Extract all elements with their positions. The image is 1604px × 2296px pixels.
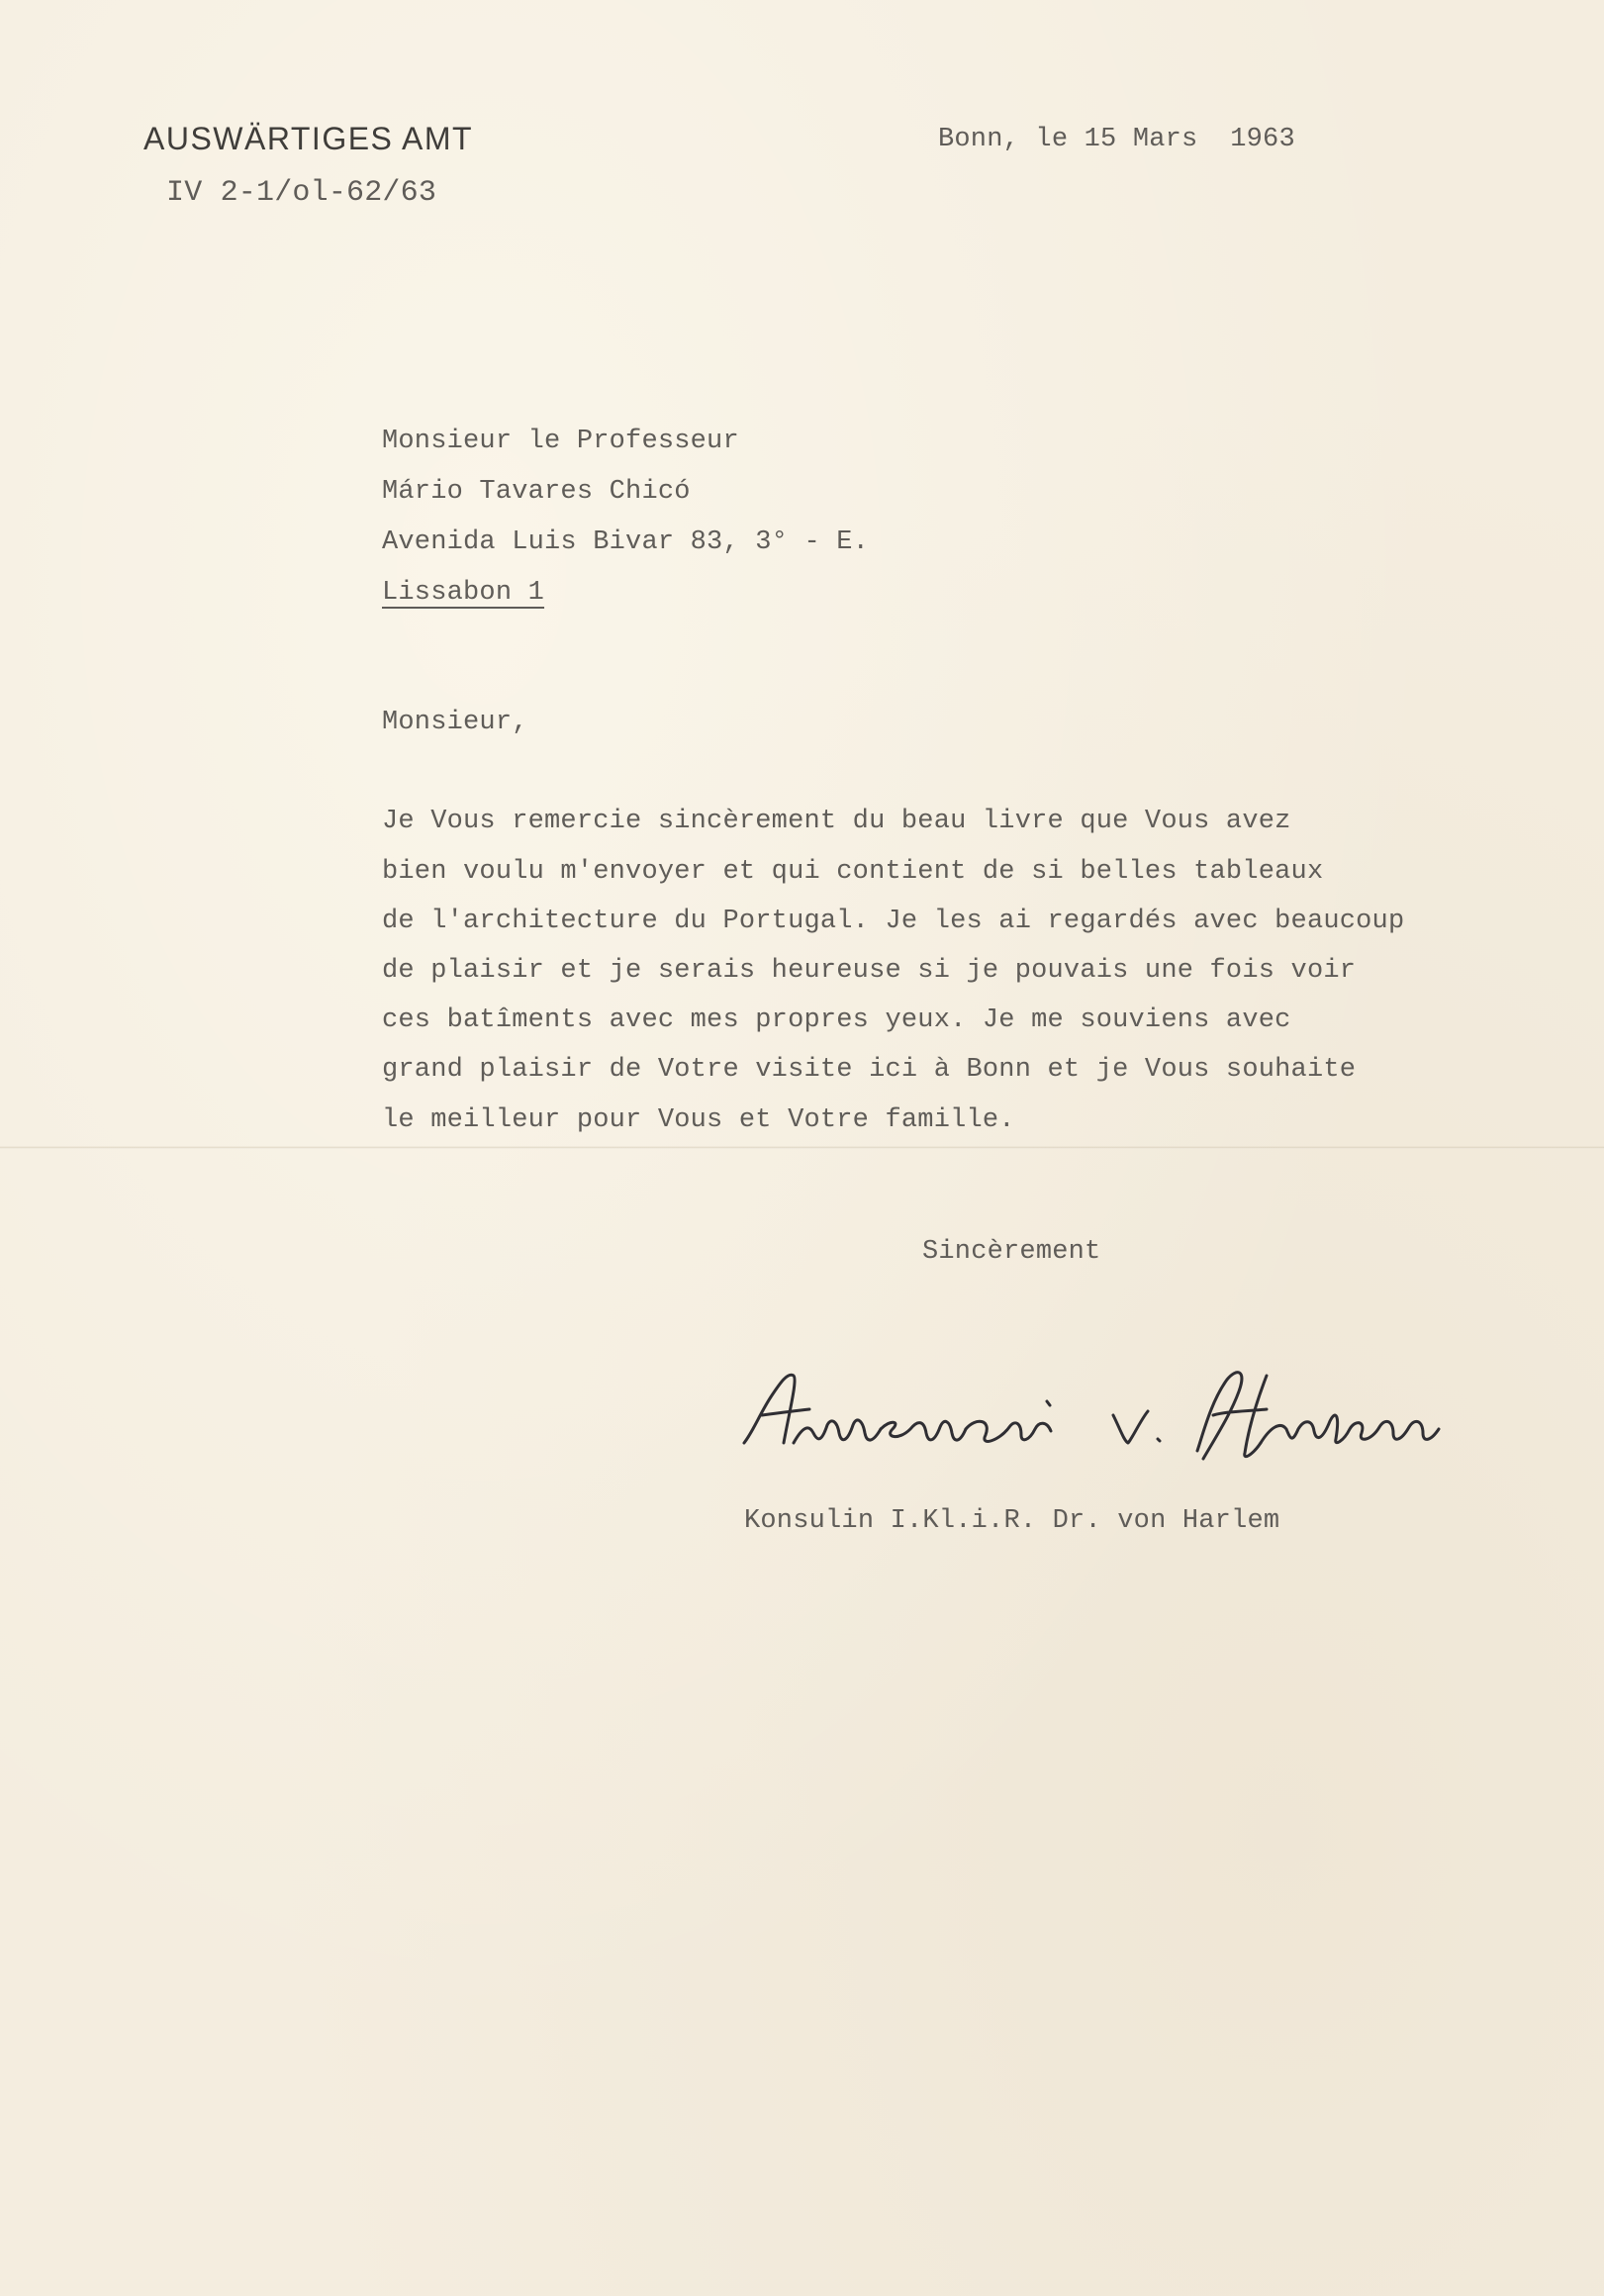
closing: Sincèrement (922, 1237, 1101, 1267)
letterhead-office: AUSWÄRTIGES AMT (143, 121, 474, 156)
salutation: Monsieur, (382, 708, 528, 737)
signatory-title: Konsulin I.Kl.i.R. Dr. von Harlem (744, 1506, 1280, 1536)
body-line-1: Je Vous remercie sincèrement du beau livre que Vous avez (382, 807, 1291, 836)
recipient-line-2: Mário Tavares Chicó (382, 477, 691, 507)
handwritten-signature (732, 1356, 1445, 1475)
body-line-6: grand plaisir de Votre visite ici à Bonn et je Vous souhaite (382, 1055, 1357, 1085)
body-line-3: de l'architecture du Portugal. Je les ai regardés avec beaucoup (382, 907, 1405, 936)
body-line-2: bien voulu m'envoyer et qui contient de si belles tableaux (382, 857, 1324, 887)
recipient-line-4: Lissabon 1 (382, 578, 545, 608)
place-date: Bonn, le 15 Mars 1963 (938, 125, 1295, 154)
body-line-7: le meilleur pour Vous et Votre famille. (382, 1105, 1015, 1135)
paper-fold-line (0, 1146, 1604, 1149)
reference-number: IV 2-1/ol-62/63 (166, 176, 437, 210)
recipient-line-1: Monsieur le Professeur (382, 427, 739, 456)
body-line-4: de plaisir et je serais heureuse si je pouvais une fois voir (382, 956, 1357, 986)
body-line-5: ces batîments avec mes propres yeux. Je me souviens avec (382, 1005, 1291, 1035)
recipient-line-3: Avenida Luis Bivar 83, 3° - E. (382, 527, 870, 557)
